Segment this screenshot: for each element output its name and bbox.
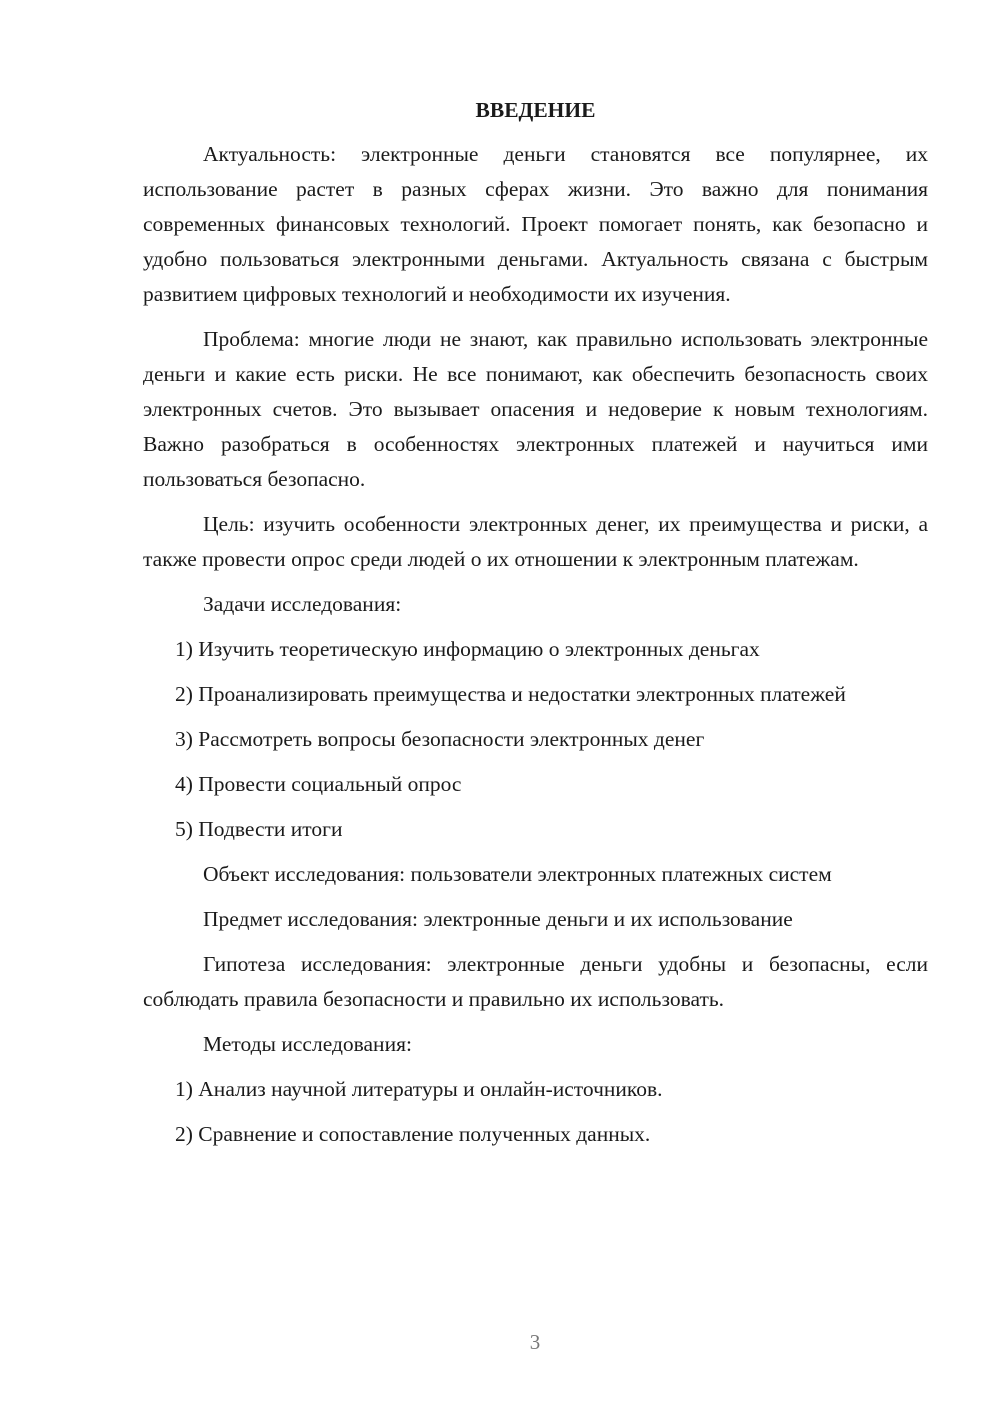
- relevance-paragraph: Актуальность: электронные деньги становятся все популярнее, их использование растет в разных сферах жизни. Это важно для понимания современных финансовых технологий. Проект помогает понять, как безопасно и удобно пользоваться электронными деньгами. Актуальность связана с быстрым развитием цифровых технологий и необходимости их изучения.: [143, 142, 928, 306]
- hypothesis-paragraph: Гипотеза исследования: электронные деньги удобны и безопасны, если соблюдать правила безопасности и правильно их использовать.: [143, 952, 928, 1011]
- subject-paragraph: Предмет исследования: электронные деньги и их использование: [203, 907, 793, 931]
- document-page: [143, 95, 928, 1162]
- task-item-3: 3) Рассмотреть вопросы безопасности электронных денег: [175, 727, 705, 751]
- object-paragraph: Объект исследования: пользователи электронных платежных систем: [203, 862, 832, 886]
- goal-paragraph: Цель: изучить особенности электронных денег, их преимущества и риски, а также провести опрос среди людей о их отношении к электронным платежам.: [143, 512, 928, 571]
- methods-heading: Методы исследования:: [203, 1032, 412, 1056]
- problem-paragraph: Проблема: многие люди не знают, как правильно использовать электронные деньги и какие есть риски. Не все понимают, как обеспечить безопасность своих электронных счетов. Это вызывает опасения и недоверие к новым технологиям. Важно разобраться в особенностях электронных платежей и научиться ими пользоваться безопасно.: [143, 327, 928, 491]
- tasks-heading: Задачи исследования:: [203, 592, 402, 616]
- page-number: 3: [529, 1330, 541, 1354]
- task-item-5: 5) Подвести итоги: [175, 817, 343, 841]
- task-item-1: 1) Изучить теоретическую информацию о электронных деньгах: [175, 637, 760, 661]
- task-item-2: 2) Проанализировать преимущества и недостатки электронных платежей: [175, 682, 846, 706]
- page-title: ВВЕДЕНИЕ: [475, 98, 596, 122]
- method-item-1: 1) Анализ научной литературы и онлайн-источников.: [175, 1077, 663, 1101]
- method-item-2: 2) Сравнение и сопоставление полученных данных.: [175, 1122, 651, 1146]
- task-item-4: 4) Провести социальный опрос: [175, 772, 462, 796]
